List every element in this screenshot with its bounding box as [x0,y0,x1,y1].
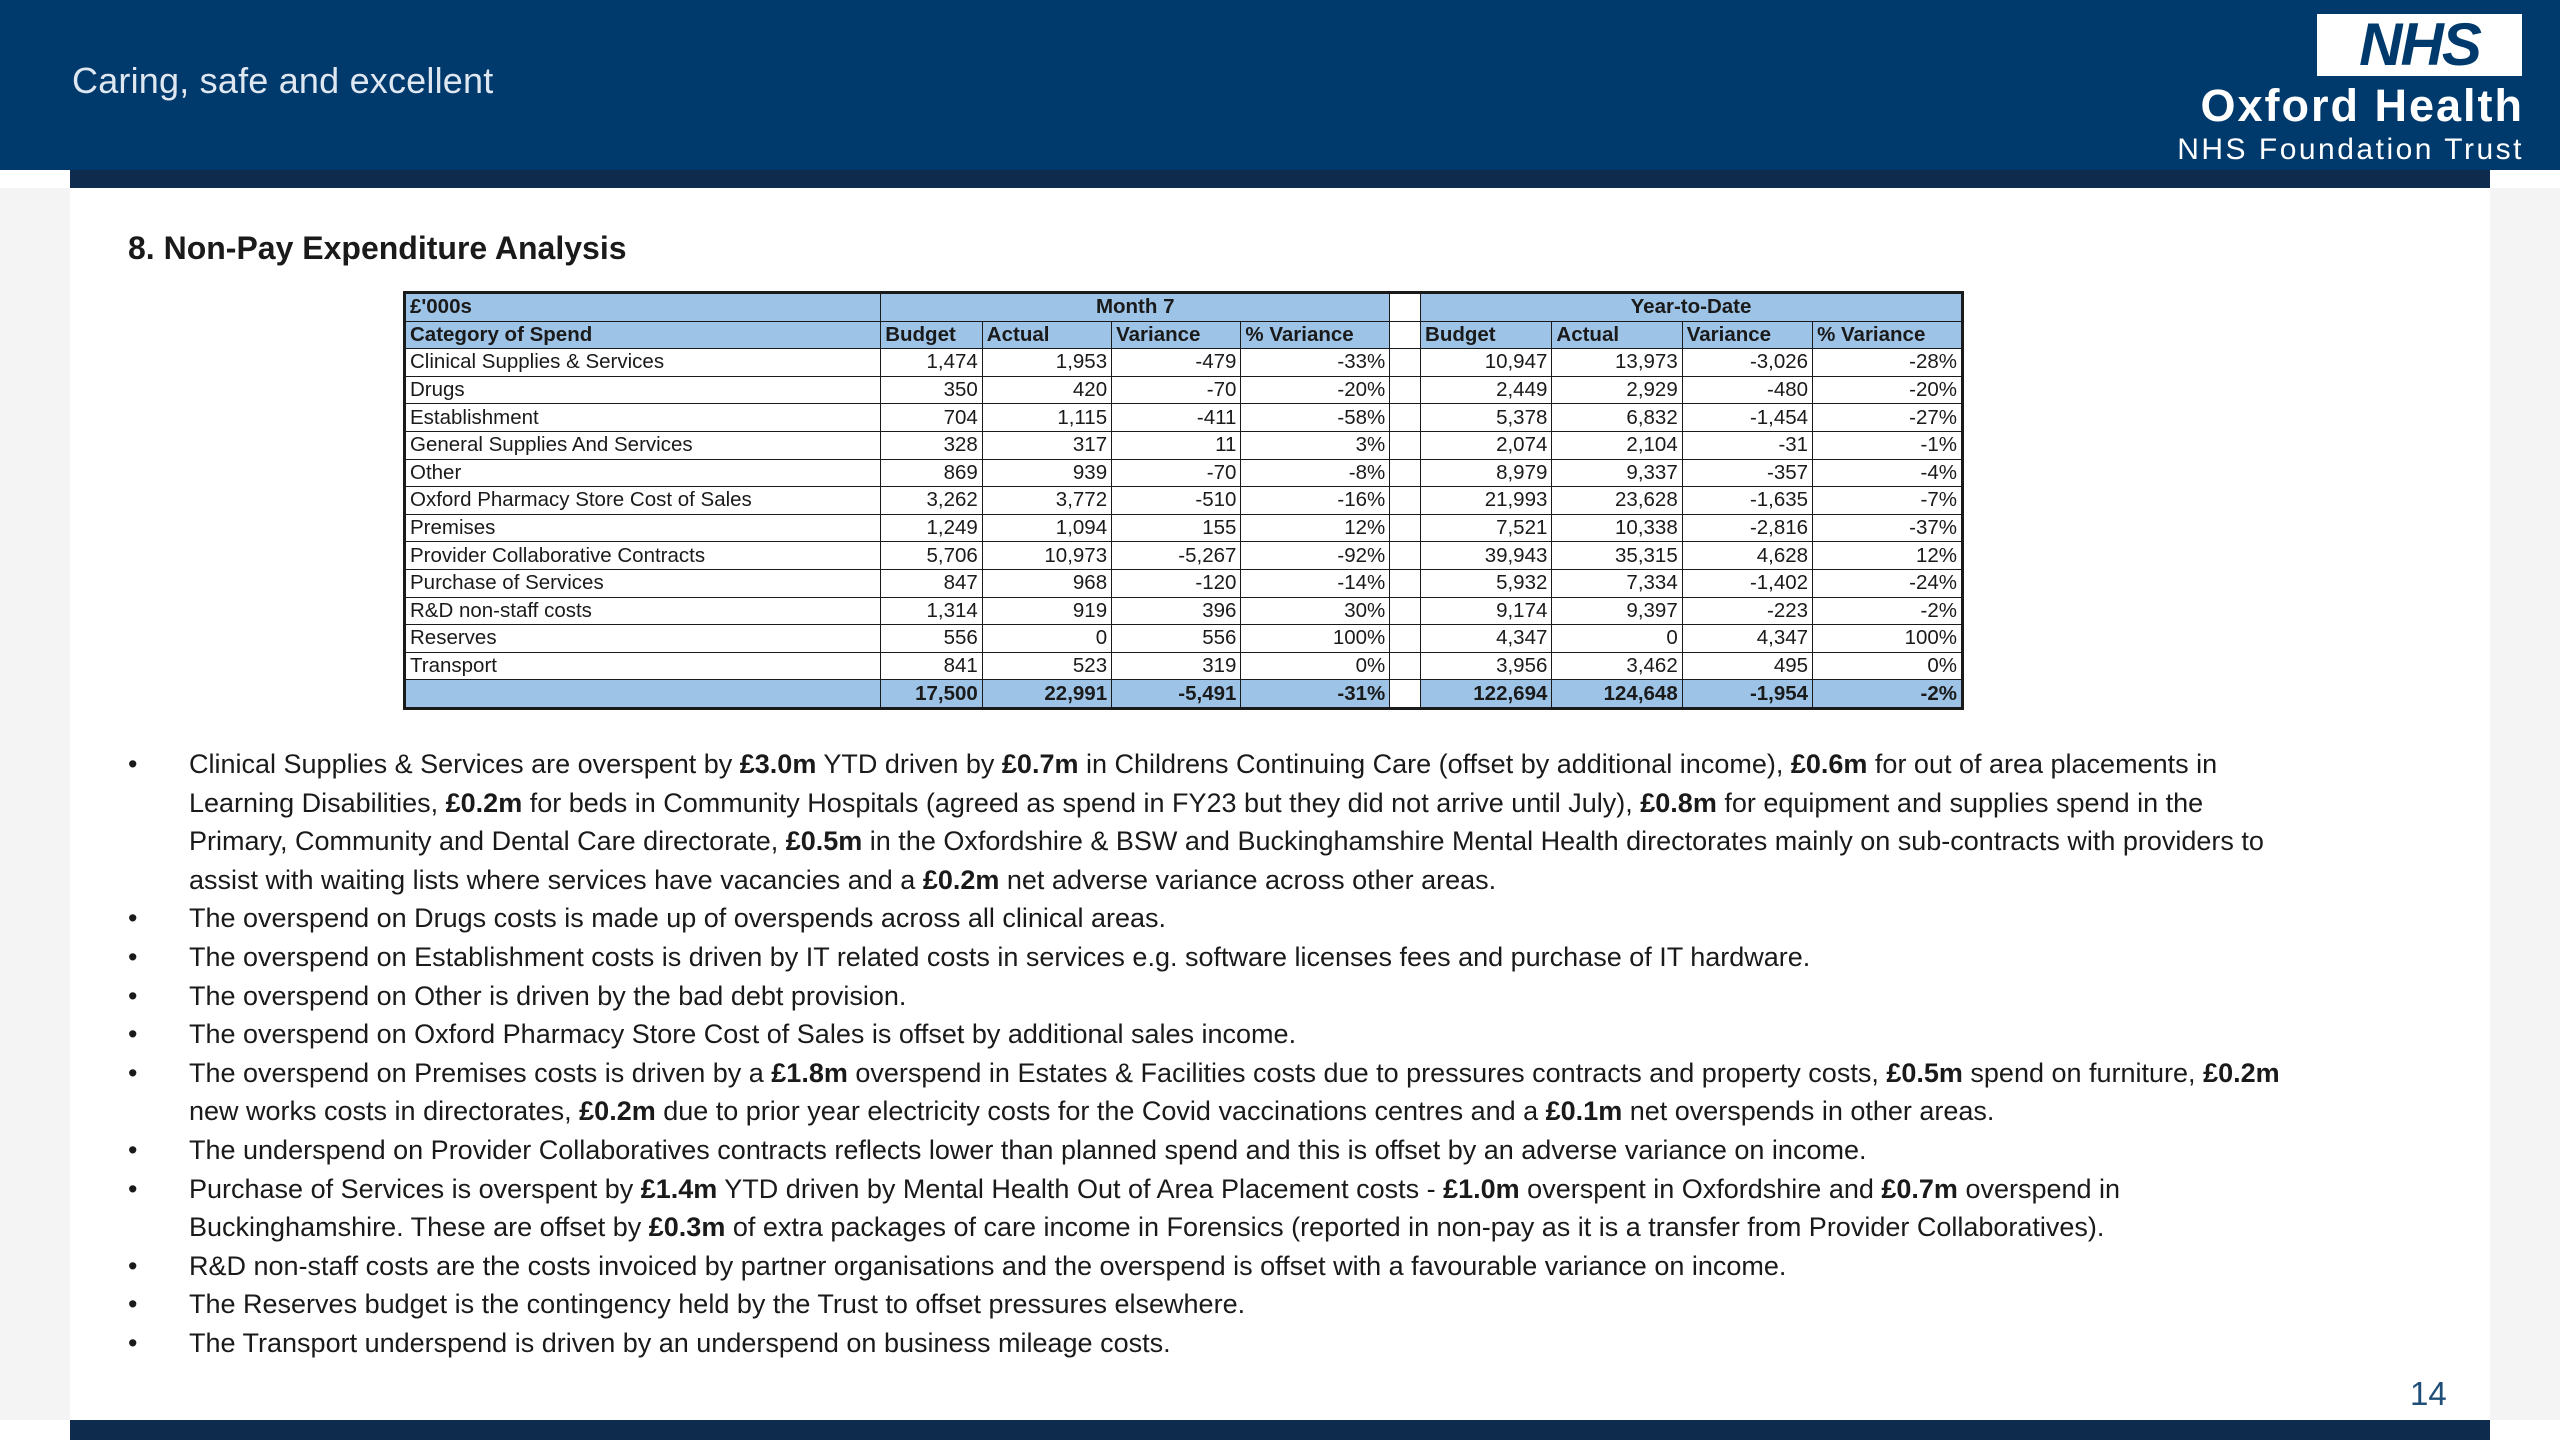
table-row [405,514,1963,542]
table-row [405,376,1963,404]
page-title: 8. Non-Pay Expenditure Analysis [128,230,627,266]
col-month-pct-variance: % Variance [1241,321,1390,349]
bullet-text: The overspend on Other is driven by the bad debt provision. [189,980,907,1011]
col-ytd-budget: Budget [1421,321,1552,349]
month-pct-variance-cell: -20% [1241,376,1390,404]
ytd-actual-cell: 10,338 [1552,514,1682,542]
ytd-actual-cell: 124,648 [1552,680,1682,709]
ytd-budget-cell: 7,521 [1421,514,1552,542]
month-variance-cell: 319 [1112,652,1241,680]
bullet-amount: £1.0m [1443,1173,1520,1204]
ytd-actual-cell: 0 [1552,625,1682,653]
bullet-text: The overspend on Drugs costs is made up of overspends across all clinical areas. [189,903,1166,934]
non-pay-expenditure-table [403,291,1964,710]
bullet-text: overspent in Oxfordshire and [1519,1173,1882,1204]
bullet-amount: £0.2m [922,864,1000,895]
ytd-variance-cell: -357 [1682,459,1812,487]
bullet-text: net adverse variance across other areas. [999,864,1497,895]
bullet-text: in Childrens Continuing Care (offset by additional income), [1078,749,1791,779]
ytd-budget-cell: 3,956 [1421,652,1552,680]
ytd-pct-variance-cell: -7% [1813,487,1963,515]
ytd-actual-cell: 13,973 [1552,349,1682,377]
month-variance-cell: -120 [1112,569,1241,597]
unit-label: £'000s [405,293,881,322]
ytd-actual-cell: 9,397 [1552,597,1682,625]
bullet-item [128,745,2298,899]
month-budget-cell: 350 [881,376,983,404]
ytd-budget-cell: 2,074 [1421,431,1552,459]
month-variance-cell: -510 [1112,487,1241,515]
bullet-text: The Reserves budget is the contingency held by the Trust to offset pressures elsewhere. [189,1289,1246,1320]
ytd-pct-variance-cell: 100% [1813,625,1963,653]
bullet-dot: • [128,1019,138,1050]
bullet-amount: £1.4m [640,1173,718,1204]
bullet-text: net overspends in other areas. [1622,1096,1995,1127]
month-pct-variance-cell: -8% [1241,459,1390,487]
ytd-variance-cell: -2,816 [1682,514,1812,542]
month-variance-cell: -479 [1112,349,1241,377]
column-gap [1390,680,1421,709]
ytd-pct-variance-cell: -24% [1813,569,1963,597]
slide-header [0,0,2560,170]
bullet-text: The overspend on Premises costs is driven by a [189,1057,772,1088]
tagline: Caring, safe and excellent [72,60,494,101]
bullet-item [128,1015,2298,1054]
bullet-dot: • [128,1327,138,1358]
month-variance-cell: -5,491 [1112,680,1241,709]
bullet-dot: • [128,1173,138,1204]
column-gap [1390,321,1421,349]
month-actual-cell: 317 [982,431,1111,459]
bullet-amount: £3.0m [739,749,817,779]
month-pct-variance-cell: -16% [1241,487,1390,515]
month-variance-cell: 556 [1112,625,1241,653]
month-actual-cell: 1,094 [982,514,1111,542]
category-cell: Other [405,459,881,487]
ytd-budget-cell: 10,947 [1421,349,1552,377]
ytd-budget-cell: 5,932 [1421,569,1552,597]
bullet-item [128,1170,2298,1247]
table-row [405,652,1963,680]
ytd-pct-variance-cell: -4% [1813,459,1963,487]
bullet-dot: • [128,1134,138,1165]
table-total-row [405,680,1963,709]
bullet-text: for equipment and supplies spend in the Primary, Community and Dental Care directorate, [189,787,2204,857]
bullet-dot: • [128,941,138,972]
month-actual-cell: 968 [982,569,1111,597]
bullet-text: of extra packages of care income in Forensics (reported in non-pay as it is a transfer from Provider Collaboratives). [725,1212,2105,1243]
column-gap [1390,293,1421,322]
ytd-budget-cell: 122,694 [1421,680,1552,709]
col-ytd-actual: Actual [1552,321,1682,349]
month-pct-variance-cell: 30% [1241,597,1390,625]
page-number: 14 [2410,1375,2447,1412]
nhs-logo [2317,11,2522,78]
ytd-pct-variance-cell: -20% [1813,376,1963,404]
ytd-budget-cell: 21,993 [1421,487,1552,515]
ytd-actual-cell: 2,104 [1552,431,1682,459]
column-gap [1390,404,1421,432]
ytd-actual-cell: 23,628 [1552,487,1682,515]
bullet-dot: • [128,1250,138,1281]
ytd-pct-variance-cell: -28% [1813,349,1963,377]
month-budget-cell: 3,262 [881,487,983,515]
category-cell: Provider Collaborative Contracts [405,542,881,570]
bullet-text: in the Oxfordshire & BSW and Buckinghamshire Mental Health directorates mainly on sub-contracts with providers to assist with waiting lists where services have vacancies and a [189,826,2264,895]
month-actual-cell: 22,991 [982,680,1111,709]
bullet-text: overspend in Estates & Facilities costs due to pressures contracts and property costs, [847,1057,1887,1088]
month-actual-cell: 420 [982,376,1111,404]
bullet-text: The Transport underspend is driven by an underspend on business mileage costs. [189,1327,1171,1358]
bullet-item [128,1285,2298,1324]
ytd-variance-cell: 4,347 [1682,625,1812,653]
column-gap [1390,431,1421,459]
month-pct-variance-cell: 0% [1241,652,1390,680]
ytd-pct-variance-cell: -37% [1813,514,1963,542]
month-budget-cell: 328 [881,431,983,459]
table-row [405,487,1963,515]
table-row [405,349,1963,377]
month-budget-cell: 556 [881,625,983,653]
month-budget-cell: 704 [881,404,983,432]
table-row [405,569,1963,597]
ytd-budget-cell: 4,347 [1421,625,1552,653]
bullet-dot: • [128,980,138,1011]
bullet-text: The overspend on Establishment costs is driven by IT related costs in services e.g. software licenses fees and purchase of IT hardware. [189,941,1811,972]
bullet-text: spend on furniture, [1962,1057,2204,1088]
column-gap [1390,652,1421,680]
bullet-amount: £0.6m [1790,749,1868,779]
table-row [405,542,1963,570]
bullet-text: for beds in Community Hospitals (agreed as spend in FY23 but they did not arrive until July), [522,787,1641,818]
bullet-item [128,899,2298,938]
ytd-variance-cell: -1,635 [1682,487,1812,515]
ytd-pct-variance-cell: -2% [1813,680,1963,709]
bullet-text: overspend in Buckinghamshire. These are offset by [189,1173,2121,1243]
table-row [405,597,1963,625]
column-gap [1390,487,1421,515]
month-budget-cell: 841 [881,652,983,680]
bullet-text: YTD driven by [816,749,1002,779]
month-pct-variance-cell: 100% [1241,625,1390,653]
ytd-budget-cell: 39,943 [1421,542,1552,570]
ytd-budget-cell: 5,378 [1421,404,1552,432]
ytd-pct-variance-cell: -27% [1813,404,1963,432]
bullet-item [128,938,2298,977]
ytd-actual-cell: 9,337 [1552,459,1682,487]
month-group-header: Month 7 [881,293,1390,322]
bullet-amount: £0.2m [579,1096,656,1127]
col-ytd-pct-variance: % Variance [1813,321,1963,349]
bullet-amount: £0.7m [1001,749,1079,779]
month-actual-cell: 939 [982,459,1111,487]
ytd-actual-cell: 6,832 [1552,404,1682,432]
bullet-dot: • [128,1057,138,1088]
ytd-variance-cell: -480 [1682,376,1812,404]
ytd-variance-cell: -1,954 [1682,680,1812,709]
bullet-text: Purchase of Services is overspent by [189,1173,641,1204]
bullet-text: R&D non-staff costs are the costs invoiced by partner organisations and the overspend is offset with a favourable variance on income. [189,1250,1787,1281]
month-pct-variance-cell: -33% [1241,349,1390,377]
table-column-header-row [405,321,1963,349]
category-cell: Drugs [405,376,881,404]
ytd-variance-cell: -3,026 [1682,349,1812,377]
ytd-actual-cell: 3,462 [1552,652,1682,680]
nhs-logo-text: NHS [2359,11,2480,78]
category-cell: Reserves [405,625,881,653]
bullet-dot: • [128,1289,138,1320]
month-variance-cell: 155 [1112,514,1241,542]
bullet-dot: • [128,749,138,779]
col-month-variance: Variance [1112,321,1241,349]
ytd-variance-cell: -1,454 [1682,404,1812,432]
bullet-item [128,1131,2298,1170]
month-pct-variance-cell: 12% [1241,514,1390,542]
ytd-pct-variance-cell: -2% [1813,597,1963,625]
table-row [405,431,1963,459]
ytd-budget-cell: 9,174 [1421,597,1552,625]
bullet-item [128,1324,2298,1363]
ytd-actual-cell: 7,334 [1552,569,1682,597]
ytd-pct-variance-cell: 0% [1813,652,1963,680]
bullet-text: YTD driven by Mental Health Out of Area Placement costs - [717,1173,1444,1204]
month-actual-cell: 3,772 [982,487,1111,515]
bullet-amount: £0.2m [445,787,523,818]
category-cell: Clinical Supplies & Services [405,349,881,377]
org-name: Oxford Health [2200,80,2524,131]
category-cell: R&D non-staff costs [405,597,881,625]
ytd-variance-cell: -1,402 [1682,569,1812,597]
column-gap [1390,597,1421,625]
commentary-bullets [128,745,2298,1363]
category-cell: Purchase of Services [405,569,881,597]
col-month-budget: Budget [881,321,983,349]
month-budget-cell: 847 [881,569,983,597]
column-gap [1390,625,1421,653]
month-actual-cell: 919 [982,597,1111,625]
month-variance-cell: -5,267 [1112,542,1241,570]
ytd-pct-variance-cell: -1% [1813,431,1963,459]
ytd-actual-cell: 2,929 [1552,376,1682,404]
month-actual-cell: 1,953 [982,349,1111,377]
column-gap [1390,349,1421,377]
month-pct-variance-cell: -14% [1241,569,1390,597]
bullet-amount: £0.8m [1640,787,1717,818]
table-row [405,625,1963,653]
month-pct-variance-cell: -31% [1241,680,1390,709]
month-variance-cell: -411 [1112,404,1241,432]
bullet-amount: £0.3m [648,1212,726,1243]
month-variance-cell: -70 [1112,459,1241,487]
column-gap [1390,569,1421,597]
bullet-text: due to prior year electricity costs for the Covid vaccinations centres and a [655,1096,1546,1127]
ytd-variance-cell: -31 [1682,431,1812,459]
bullet-amount: £0.5m [1886,1057,1963,1088]
column-gap [1390,514,1421,542]
category-cell: General Supplies And Services [405,431,881,459]
month-budget-cell: 869 [881,459,983,487]
ytd-variance-cell: 495 [1682,652,1812,680]
bullet-amount: £0.7m [1881,1173,1958,1204]
month-pct-variance-cell: -58% [1241,404,1390,432]
category-header: Category of Spend [405,321,881,349]
category-cell: Transport [405,652,881,680]
header-divider [70,170,2490,188]
org-subtitle: NHS Foundation Trust [2177,133,2524,166]
table-group-header-row [405,293,1963,322]
bullet-amount: £0.5m [785,826,863,857]
bullet-text: The underspend on Provider Collaboratives contracts reflects lower than planned spend and this is offset by an adverse variance on income. [189,1134,1867,1165]
month-actual-cell: 10,973 [982,542,1111,570]
ytd-variance-cell: -223 [1682,597,1812,625]
ytd-budget-cell: 2,449 [1421,376,1552,404]
bullet-text: Clinical Supplies & Services are overspent by [189,749,740,779]
month-budget-cell: 1,314 [881,597,983,625]
bullet-dot: • [128,903,138,934]
ytd-budget-cell: 8,979 [1421,459,1552,487]
category-cell: Oxford Pharmacy Store Cost of Sales [405,487,881,515]
bullet-amount: £1.8m [771,1057,848,1088]
ytd-group-header: Year-to-Date [1421,293,1963,322]
category-cell: Establishment [405,404,881,432]
ytd-pct-variance-cell: 12% [1813,542,1963,570]
column-gap [1390,376,1421,404]
month-actual-cell: 1,115 [982,404,1111,432]
column-gap [1390,459,1421,487]
bullet-amount: £0.1m [1545,1096,1623,1127]
ytd-actual-cell: 35,315 [1552,542,1682,570]
footer-band [70,1420,2490,1440]
bullet-item [128,1054,2298,1131]
month-actual-cell: 0 [982,625,1111,653]
month-budget-cell: 1,474 [881,349,983,377]
month-budget-cell: 17,500 [881,680,983,709]
left-margin [0,188,70,1420]
ytd-variance-cell: 4,628 [1682,542,1812,570]
bullet-text: The overspend on Oxford Pharmacy Store Cost of Sales is offset by additional sales income. [189,1019,1297,1050]
month-budget-cell: 1,249 [881,514,983,542]
month-variance-cell: -70 [1112,376,1241,404]
right-margin [2490,188,2560,1420]
category-cell: Premises [405,514,881,542]
bullet-text: new works costs in directorates, [189,1096,580,1127]
month-budget-cell: 5,706 [881,542,983,570]
bullet-amount: £0.2m [2203,1057,2280,1088]
bullet-item [128,977,2298,1016]
table-row [405,404,1963,432]
bullet-text: for out of area placements in Learning Disabilities, [189,749,2218,818]
month-actual-cell: 523 [982,652,1111,680]
col-month-actual: Actual [982,321,1111,349]
table-row [405,459,1963,487]
month-pct-variance-cell: 3% [1241,431,1390,459]
month-variance-cell: 11 [1112,431,1241,459]
month-pct-variance-cell: -92% [1241,542,1390,570]
column-gap [1390,542,1421,570]
category-cell [405,680,881,709]
month-variance-cell: 396 [1112,597,1241,625]
col-ytd-variance: Variance [1682,321,1812,349]
bullet-item [128,1247,2298,1286]
